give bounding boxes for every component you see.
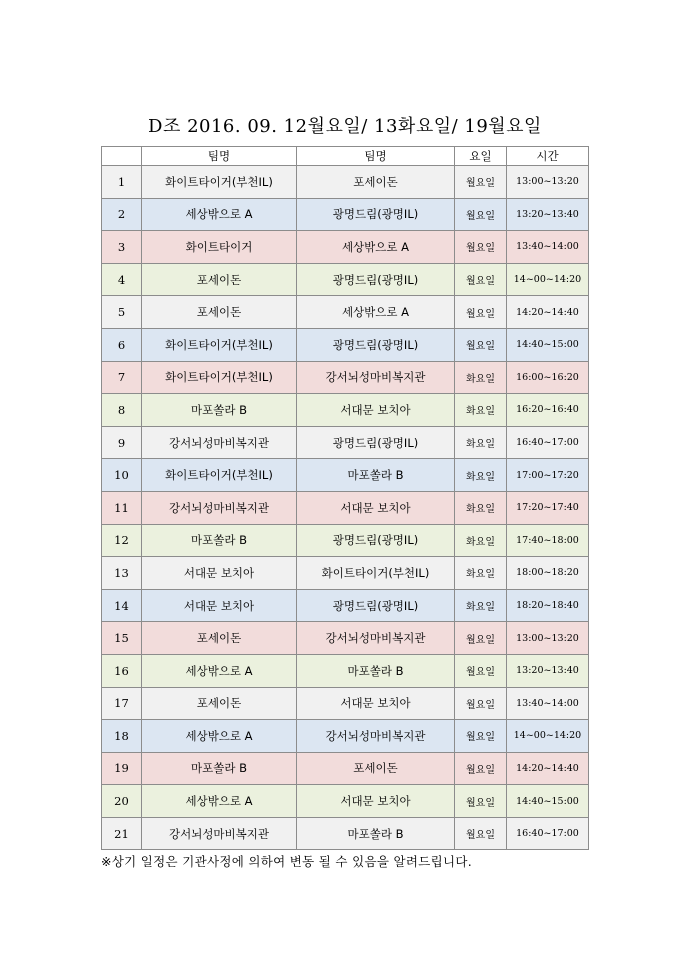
day-cell: 월요일 bbox=[455, 785, 507, 818]
schedule-table bbox=[101, 146, 589, 850]
time-cell: 14:40~15:00 bbox=[507, 328, 589, 361]
team-2-cell: 서대문 보치아 bbox=[297, 491, 455, 524]
footnote: ※상기 일정은 기관사정에 의하여 변동 될 수 있음을 알려드립니다. bbox=[101, 854, 472, 869]
team-2-cell: 마포쏠라 B bbox=[297, 817, 455, 850]
table-row bbox=[102, 817, 589, 850]
table-row bbox=[102, 231, 589, 264]
header-time: 시간 bbox=[507, 147, 589, 166]
time-cell: 16:00~16:20 bbox=[507, 361, 589, 394]
table-row bbox=[102, 491, 589, 524]
time-cell: 17:40~18:00 bbox=[507, 524, 589, 557]
match-number: 6 bbox=[102, 328, 142, 361]
time-cell: 16:40~17:00 bbox=[507, 426, 589, 459]
match-number: 13 bbox=[102, 557, 142, 590]
team-2-cell: 광명드림(광명IL) bbox=[297, 328, 455, 361]
time-cell: 16:40~17:00 bbox=[507, 817, 589, 850]
match-number: 17 bbox=[102, 687, 142, 720]
time-cell: 17:20~17:40 bbox=[507, 491, 589, 524]
team-2-cell: 세상밖으로 A bbox=[297, 231, 455, 264]
match-number: 15 bbox=[102, 622, 142, 655]
time-cell: 13:20~13:40 bbox=[507, 654, 589, 687]
team-2-cell: 강서뇌성마비복지관 bbox=[297, 720, 455, 753]
table-row bbox=[102, 394, 589, 427]
day-cell: 화요일 bbox=[455, 459, 507, 492]
team-2-cell: 광명드림(광명IL) bbox=[297, 263, 455, 296]
table-row bbox=[102, 524, 589, 557]
team-2-cell: 서대문 보치아 bbox=[297, 785, 455, 818]
time-cell: 14:20~14:40 bbox=[507, 752, 589, 785]
team-1-cell: 화이트타이거(부천IL) bbox=[142, 459, 297, 492]
day-cell: 화요일 bbox=[455, 589, 507, 622]
team-1-cell: 강서뇌성마비복지관 bbox=[142, 817, 297, 850]
team-2-cell: 포세이돈 bbox=[297, 166, 455, 199]
team-2-cell: 화이트타이거(부천IL) bbox=[297, 557, 455, 590]
match-number: 12 bbox=[102, 524, 142, 557]
day-cell: 화요일 bbox=[455, 426, 507, 459]
team-2-cell: 광명드림(광명IL) bbox=[297, 524, 455, 557]
team-1-cell: 포세이돈 bbox=[142, 687, 297, 720]
header-team-2: 팀명 bbox=[297, 147, 455, 166]
table-row bbox=[102, 198, 589, 231]
match-number: 7 bbox=[102, 361, 142, 394]
day-cell: 월요일 bbox=[455, 328, 507, 361]
match-number: 3 bbox=[102, 231, 142, 264]
time-cell: 13:00~13:20 bbox=[507, 622, 589, 655]
header-team-1: 팀명 bbox=[142, 147, 297, 166]
table-row bbox=[102, 622, 589, 655]
table-row bbox=[102, 296, 589, 329]
day-cell: 월요일 bbox=[455, 654, 507, 687]
table-row bbox=[102, 459, 589, 492]
time-cell: 14:20~14:40 bbox=[507, 296, 589, 329]
match-number: 16 bbox=[102, 654, 142, 687]
time-cell: 17:00~17:20 bbox=[507, 459, 589, 492]
time-cell: 16:20~16:40 bbox=[507, 394, 589, 427]
team-2-cell: 광명드림(광명IL) bbox=[297, 589, 455, 622]
table-header-row bbox=[102, 147, 589, 166]
team-2-cell: 세상밖으로 A bbox=[297, 296, 455, 329]
day-cell: 화요일 bbox=[455, 394, 507, 427]
day-cell: 화요일 bbox=[455, 491, 507, 524]
match-number: 18 bbox=[102, 720, 142, 753]
day-cell: 화요일 bbox=[455, 557, 507, 590]
team-1-cell: 화이트타이거 bbox=[142, 231, 297, 264]
day-cell: 월요일 bbox=[455, 198, 507, 231]
match-number: 1 bbox=[102, 166, 142, 199]
time-cell: 13:00~13:20 bbox=[507, 166, 589, 199]
day-cell: 월요일 bbox=[455, 687, 507, 720]
match-number: 19 bbox=[102, 752, 142, 785]
time-cell: 18:00~18:20 bbox=[507, 557, 589, 590]
team-1-cell: 포세이돈 bbox=[142, 622, 297, 655]
time-cell: 14~00~14:20 bbox=[507, 263, 589, 296]
team-1-cell: 세상밖으로 A bbox=[142, 654, 297, 687]
table-row bbox=[102, 589, 589, 622]
team-1-cell: 서대문 보치아 bbox=[142, 557, 297, 590]
day-cell: 화요일 bbox=[455, 361, 507, 394]
match-number: 20 bbox=[102, 785, 142, 818]
team-1-cell: 포세이돈 bbox=[142, 296, 297, 329]
team-1-cell: 마포쏠라 B bbox=[142, 394, 297, 427]
team-2-cell: 광명드림(광명IL) bbox=[297, 198, 455, 231]
team-1-cell: 마포쏠라 B bbox=[142, 524, 297, 557]
header-number bbox=[102, 147, 142, 166]
document-title: D조 2016. 09. 12월요일/ 13화요일/ 19월요일 bbox=[148, 116, 542, 137]
day-cell: 월요일 bbox=[455, 622, 507, 655]
team-2-cell: 강서뇌성마비복지관 bbox=[297, 622, 455, 655]
match-number: 8 bbox=[102, 394, 142, 427]
team-2-cell: 포세이돈 bbox=[297, 752, 455, 785]
day-cell: 월요일 bbox=[455, 263, 507, 296]
team-1-cell: 강서뇌성마비복지관 bbox=[142, 491, 297, 524]
table-row bbox=[102, 361, 589, 394]
team-1-cell: 세상밖으로 A bbox=[142, 785, 297, 818]
team-1-cell: 화이트타이거(부천IL) bbox=[142, 328, 297, 361]
day-cell: 화요일 bbox=[455, 524, 507, 557]
time-cell: 18:20~18:40 bbox=[507, 589, 589, 622]
table-row bbox=[102, 720, 589, 753]
team-2-cell: 서대문 보치아 bbox=[297, 394, 455, 427]
table-row bbox=[102, 263, 589, 296]
time-cell: 14~00~14:20 bbox=[507, 720, 589, 753]
team-1-cell: 강서뇌성마비복지관 bbox=[142, 426, 297, 459]
day-cell: 월요일 bbox=[455, 720, 507, 753]
table-row bbox=[102, 426, 589, 459]
time-cell: 13:40~14:00 bbox=[507, 687, 589, 720]
match-number: 4 bbox=[102, 263, 142, 296]
team-1-cell: 세상밖으로 A bbox=[142, 198, 297, 231]
match-number: 21 bbox=[102, 817, 142, 850]
team-1-cell: 포세이돈 bbox=[142, 263, 297, 296]
day-cell: 월요일 bbox=[455, 231, 507, 264]
team-1-cell: 세상밖으로 A bbox=[142, 720, 297, 753]
day-cell: 월요일 bbox=[455, 752, 507, 785]
match-number: 2 bbox=[102, 198, 142, 231]
team-1-cell: 마포쏠라 B bbox=[142, 752, 297, 785]
table-row bbox=[102, 557, 589, 590]
team-2-cell: 마포쏠라 B bbox=[297, 459, 455, 492]
match-number: 5 bbox=[102, 296, 142, 329]
team-1-cell: 서대문 보치아 bbox=[142, 589, 297, 622]
team-1-cell: 화이트타이거(부천IL) bbox=[142, 166, 297, 199]
day-cell: 월요일 bbox=[455, 166, 507, 199]
match-number: 10 bbox=[102, 459, 142, 492]
match-number: 9 bbox=[102, 426, 142, 459]
time-cell: 13:20~13:40 bbox=[507, 198, 589, 231]
team-2-cell: 마포쏠라 B bbox=[297, 654, 455, 687]
table-row bbox=[102, 166, 589, 199]
team-2-cell: 광명드림(광명IL) bbox=[297, 426, 455, 459]
day-cell: 월요일 bbox=[455, 296, 507, 329]
team-2-cell: 강서뇌성마비복지관 bbox=[297, 361, 455, 394]
match-number: 14 bbox=[102, 589, 142, 622]
schedule-rows bbox=[102, 166, 589, 850]
time-cell: 13:40~14:00 bbox=[507, 231, 589, 264]
header-day: 요일 bbox=[455, 147, 507, 166]
time-cell: 14:40~15:00 bbox=[507, 785, 589, 818]
match-number: 11 bbox=[102, 491, 142, 524]
table-row bbox=[102, 752, 589, 785]
table-row bbox=[102, 687, 589, 720]
table-row bbox=[102, 654, 589, 687]
table-row bbox=[102, 328, 589, 361]
table-row bbox=[102, 785, 589, 818]
team-1-cell: 화이트타이거(부천IL) bbox=[142, 361, 297, 394]
day-cell: 월요일 bbox=[455, 817, 507, 850]
team-2-cell: 서대문 보치아 bbox=[297, 687, 455, 720]
